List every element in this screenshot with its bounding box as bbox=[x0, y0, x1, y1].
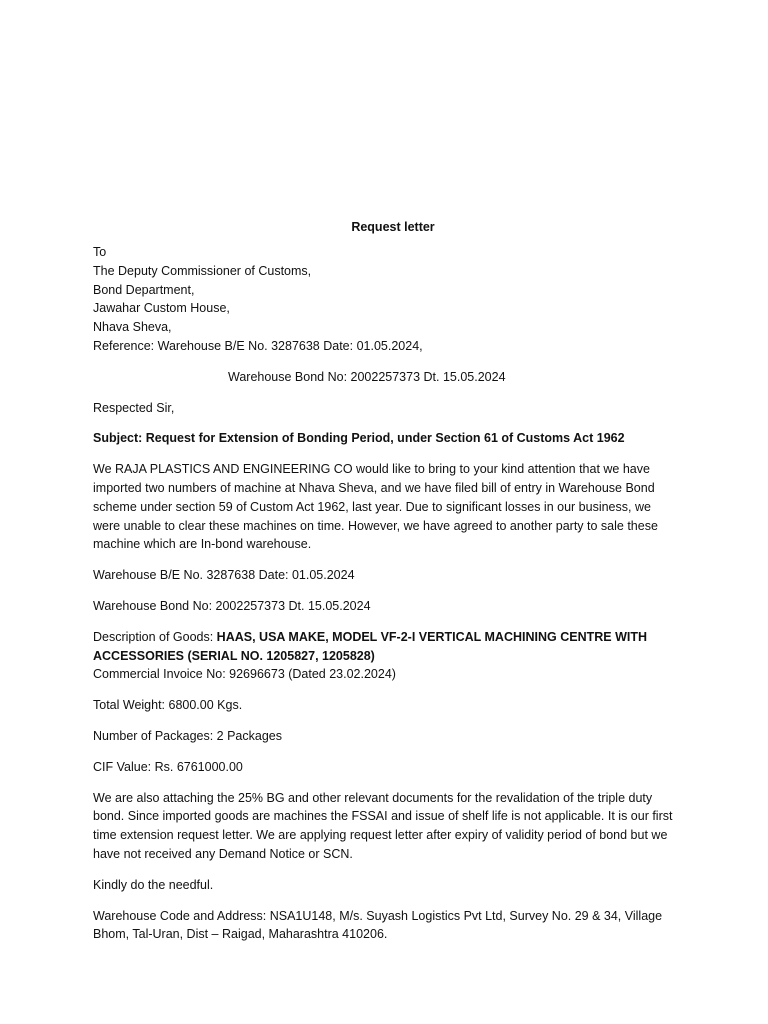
invoice-detail: Commercial Invoice No: 92696673 (Dated 23.02.2024) bbox=[93, 667, 396, 682]
bond-reference-line: Warehouse Bond No: 2002257373 Dt. 15.05.2024 bbox=[228, 369, 506, 384]
address-line-3: Jawahar Custom House, bbox=[93, 301, 230, 316]
salutation: Respected Sir, bbox=[93, 400, 175, 415]
letter-title: Request letter bbox=[351, 220, 435, 234]
subject-line bbox=[93, 429, 673, 448]
bond-detail: Warehouse Bond No: 2002257373 Dt. 15.05.2024 bbox=[93, 598, 371, 613]
goods-label: Description of Goods: bbox=[93, 629, 217, 644]
goods-value: HAAS, USA MAKE, MODEL VF-2-I VERTICAL MACHINING CENTRE WITH ACCESSORIES (SERIAL NO. 1205827, 1205828) bbox=[93, 629, 648, 663]
address-line-2: Bond Department, bbox=[93, 282, 195, 297]
address-to: To bbox=[93, 245, 107, 259]
reference-line: Reference: Warehouse B/E No. 3287638 Date: 01.05.2024, bbox=[93, 338, 423, 353]
letter-body bbox=[93, 219, 673, 944]
address-line-4: Nhava Sheva, bbox=[93, 320, 172, 335]
address-line-1: The Deputy Commissioner of Customs, bbox=[93, 263, 312, 278]
cif-detail: CIF Value: Rs. 6761000.00 bbox=[93, 759, 243, 774]
subject-text: Subject: Request for Extension of Bonding Period, under Section 61 of Customs Act 1962 bbox=[93, 431, 625, 446]
body-paragraph-1: We RAJA PLASTICS AND ENGINEERING CO would like to bring to your kind attention that we have imported two numbers of machine at Nhava Sheva, and we have filed bill of entry in Warehouse Bond scheme under section 59 of Custom Act 1962, last year. Due to significant losses in our business, we were unable to clear these machines on time. However, we have agreed to another party to sale these machine which are In-bond warehouse. bbox=[93, 462, 658, 552]
packages-detail: Number of Packages: 2 Packages bbox=[93, 728, 282, 743]
body-paragraph-2: We are also attaching the 25% BG and other relevant documents for the revalidation of the triple duty bond. Since imported goods are machines the FSSAI and issue of shelf life is not applicable. It is our first time extension request letter. We are applying request letter after expiry of validity period of bond but we have not received any Demand Notice or SCN. bbox=[93, 790, 673, 861]
goods-description bbox=[93, 628, 673, 666]
closing-line: Kindly do the needful. bbox=[93, 877, 214, 892]
warehouse-address: Warehouse Code and Address: NSA1U148, M/s. Suyash Logistics Pvt Ltd, Survey No. 29 & 34, Village Bhom, Tal-Uran, Dist – Raigad, Maharashtra 410206. bbox=[93, 908, 663, 942]
recipient-address bbox=[93, 243, 673, 387]
be-detail: Warehouse B/E No. 3287638 Date: 01.05.2024 bbox=[93, 568, 355, 583]
weight-detail: Total Weight: 6800.00 Kgs. bbox=[93, 698, 243, 713]
